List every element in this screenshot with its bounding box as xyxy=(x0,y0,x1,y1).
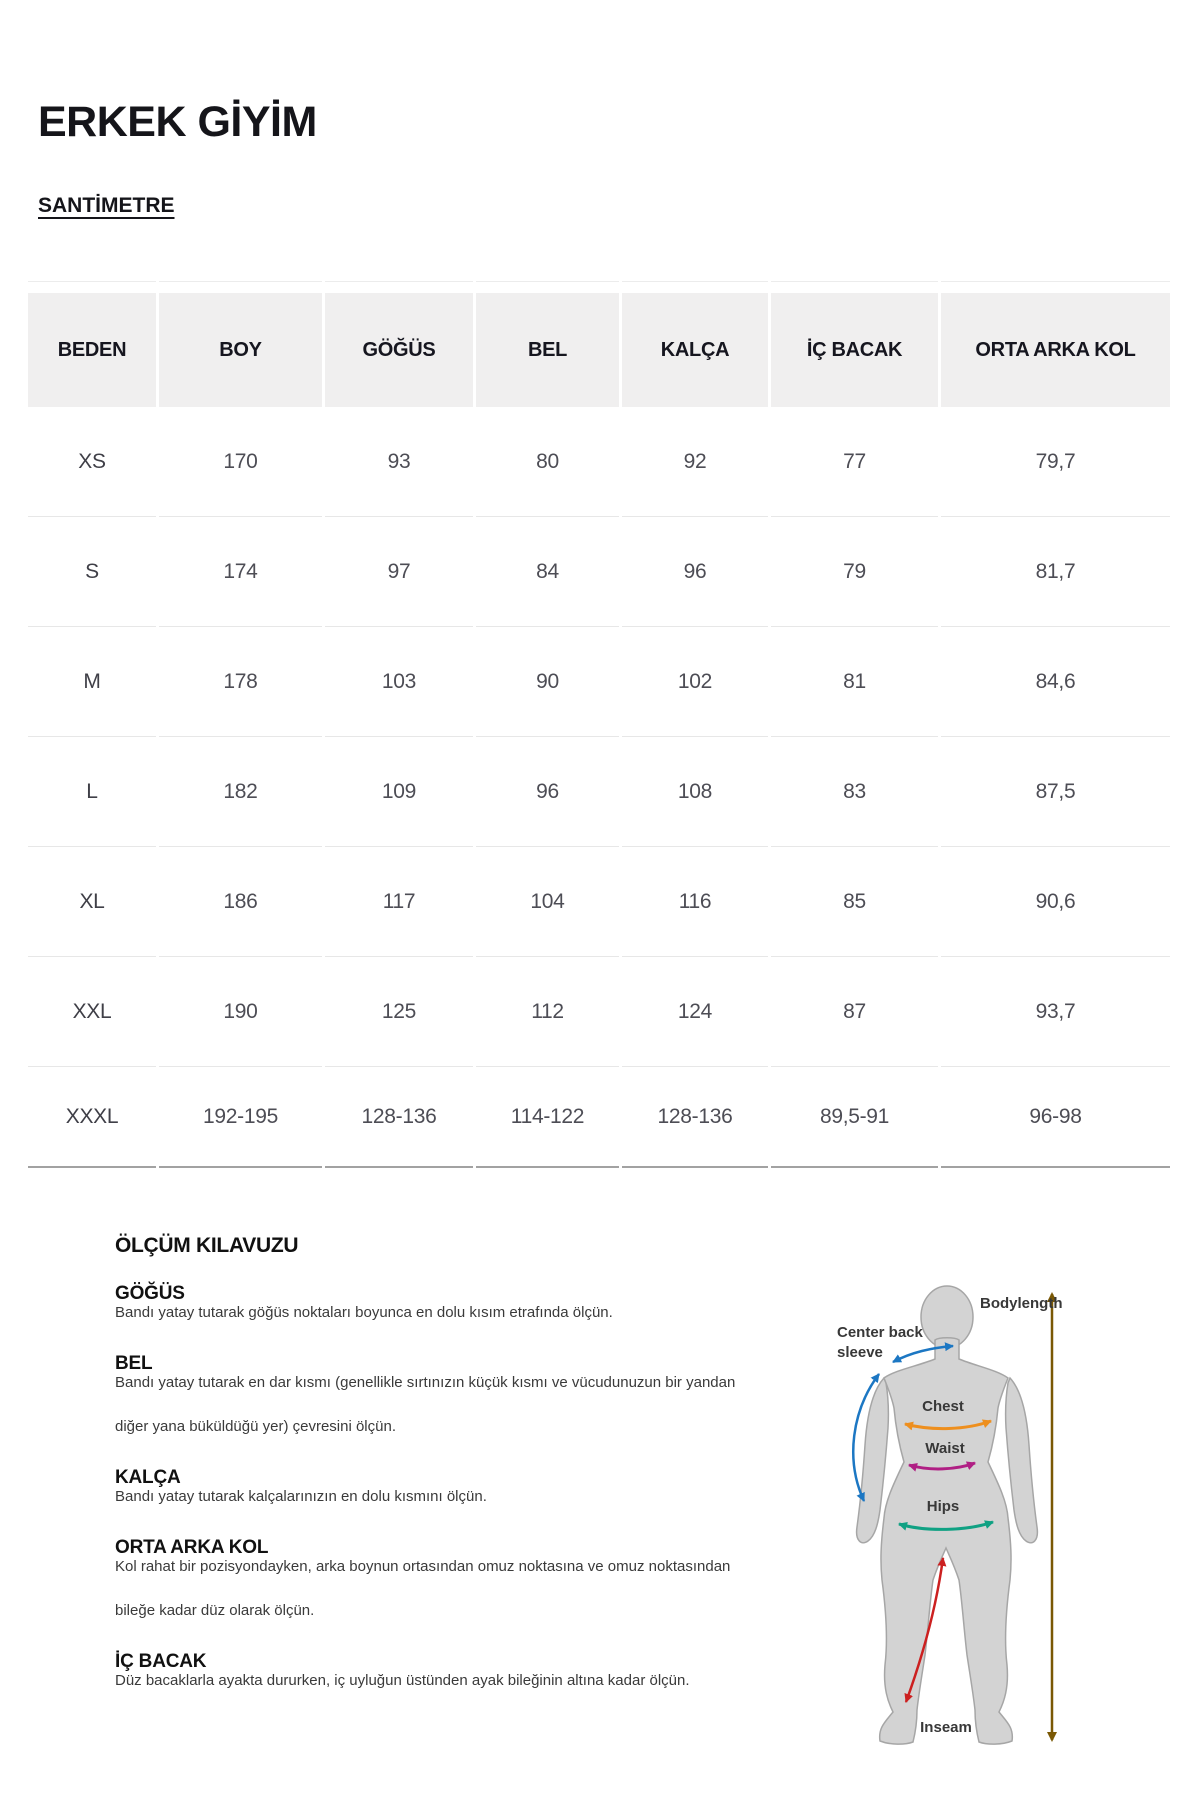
measurement-guide xyxy=(115,1234,763,1722)
measure-cell: 84 xyxy=(476,517,619,627)
measure-cell: 128-136 xyxy=(325,1067,473,1168)
measure-cell: 108 xyxy=(622,737,768,847)
column-header-ic_bacak: İÇ BACAK xyxy=(771,293,938,407)
table-top-border xyxy=(476,281,619,293)
table-top-border xyxy=(622,281,768,293)
table-top-border xyxy=(325,281,473,293)
guide-section-text: Bandı yatay tutarak en dar kısmı (genellikle sırtınızın küçük kısmı ve vücudunuzun bir yandan diğer yana büküldüğü yer) çevresini ölçün. xyxy=(115,1374,736,1435)
column-header-kalca: KALÇA xyxy=(622,293,768,407)
measure-cell: 170 xyxy=(159,407,322,517)
guide-section xyxy=(115,1538,763,1633)
measure-cell: 124 xyxy=(622,957,768,1067)
measure-cell: 79,7 xyxy=(941,407,1170,517)
measure-cell: 93,7 xyxy=(941,957,1170,1067)
table-top-border xyxy=(159,281,322,293)
measure-cell: 87,5 xyxy=(941,737,1170,847)
measure-cell: 81,7 xyxy=(941,517,1170,627)
column-header-bel: BEL xyxy=(476,293,619,407)
right-arm xyxy=(1006,1378,1038,1543)
measure-cell: 89,5-91 xyxy=(771,1067,938,1168)
guide-section-heading: İÇ BACAK xyxy=(115,1651,207,1672)
column-header-boy: BOY xyxy=(159,293,322,407)
measure-cell: 186 xyxy=(159,847,322,957)
measure-cell: 79 xyxy=(771,517,938,627)
guide-section-heading: KALÇA xyxy=(115,1467,181,1488)
guide-section-heading: GÖĞÜS xyxy=(115,1283,185,1304)
guide-section xyxy=(115,1284,763,1335)
chest-label: Chest xyxy=(922,1398,964,1415)
guide-section xyxy=(115,1652,763,1703)
table-top-border xyxy=(941,281,1170,293)
measure-cell: 192-195 xyxy=(159,1067,322,1168)
center-back-sleeve-label-line1: Center back xyxy=(837,1324,923,1341)
guide-section xyxy=(115,1354,763,1449)
size-cell: XXXL xyxy=(28,1067,156,1168)
measure-cell: 104 xyxy=(476,847,619,957)
guide-section-text: Kol rahat bir pozisyondayken, arka boynun ortasından omuz noktasına ve omuz noktasından bileğe kadar düz olarak ölçün. xyxy=(115,1558,731,1619)
size-cell: XXL xyxy=(28,957,156,1067)
measure-cell: 80 xyxy=(476,407,619,517)
measure-cell: 117 xyxy=(325,847,473,957)
page-title: ERKEK GİYİM xyxy=(38,98,317,146)
column-header-gogus: GÖĞÜS xyxy=(325,293,473,407)
measure-cell: 90 xyxy=(476,627,619,737)
measure-cell: 97 xyxy=(325,517,473,627)
measure-cell: 182 xyxy=(159,737,322,847)
measure-cell: 96-98 xyxy=(941,1067,1170,1168)
guide-section xyxy=(115,1468,763,1519)
measure-cell: 112 xyxy=(476,957,619,1067)
size-cell: L xyxy=(28,737,156,847)
waist-label: Waist xyxy=(925,1440,965,1457)
guide-title: ÖLÇÜM KILAVUZU xyxy=(115,1234,299,1257)
bodylength-label: Bodylength xyxy=(980,1295,1063,1312)
unit-label: SANTİMETRE xyxy=(38,194,175,217)
measure-cell: 85 xyxy=(771,847,938,957)
table-top-border xyxy=(771,281,938,293)
measure-cell: 77 xyxy=(771,407,938,517)
guide-section-text: Bandı yatay tutarak kalçalarınızın en dolu kısmını ölçün. xyxy=(115,1488,487,1505)
guide-section-heading: ORTA ARKA KOL xyxy=(115,1537,269,1558)
measure-cell: 84,6 xyxy=(941,627,1170,737)
center-back-sleeve-label-line2: sleeve xyxy=(837,1344,883,1361)
guide-sections xyxy=(115,1284,763,1703)
body-silhouette xyxy=(857,1286,1038,1744)
measure-cell: 103 xyxy=(325,627,473,737)
measure-cell: 109 xyxy=(325,737,473,847)
measure-cell: 96 xyxy=(476,737,619,847)
size-table xyxy=(28,281,1170,1168)
measure-cell: 93 xyxy=(325,407,473,517)
measure-cell: 83 xyxy=(771,737,938,847)
guide-section-heading: BEL xyxy=(115,1353,153,1374)
size-cell: M xyxy=(28,627,156,737)
measure-cell: 174 xyxy=(159,517,322,627)
measure-cell: 128-136 xyxy=(622,1067,768,1168)
column-header-size: BEDEN xyxy=(28,293,156,407)
measure-cell: 102 xyxy=(622,627,768,737)
measure-cell: 90,6 xyxy=(941,847,1170,957)
inseam-label: Inseam xyxy=(920,1719,972,1736)
measure-cell: 190 xyxy=(159,957,322,1067)
size-cell: S xyxy=(28,517,156,627)
body-measurement-diagram xyxy=(730,1280,1080,1755)
measure-cell: 96 xyxy=(622,517,768,627)
guide-section-text: Bandı yatay tutarak göğüs noktaları boyunca en dolu kısım etrafında ölçün. xyxy=(115,1304,613,1321)
guide-section-text: Düz bacaklarla ayakta dururken, iç uyluğun üstünden ayak bileğinin altına kadar ölçün. xyxy=(115,1672,690,1689)
measure-cell: 81 xyxy=(771,627,938,737)
size-cell: XS xyxy=(28,407,156,517)
column-header-orta_arka_kol: ORTA ARKA KOL xyxy=(941,293,1170,407)
hips-label: Hips xyxy=(926,1498,960,1515)
table-top-border xyxy=(28,281,156,293)
size-cell: XL xyxy=(28,847,156,957)
measure-cell: 87 xyxy=(771,957,938,1067)
measure-cell: 116 xyxy=(622,847,768,957)
measure-cell: 114-122 xyxy=(476,1067,619,1168)
measure-cell: 92 xyxy=(622,407,768,517)
measure-cell: 178 xyxy=(159,627,322,737)
measure-cell: 125 xyxy=(325,957,473,1067)
